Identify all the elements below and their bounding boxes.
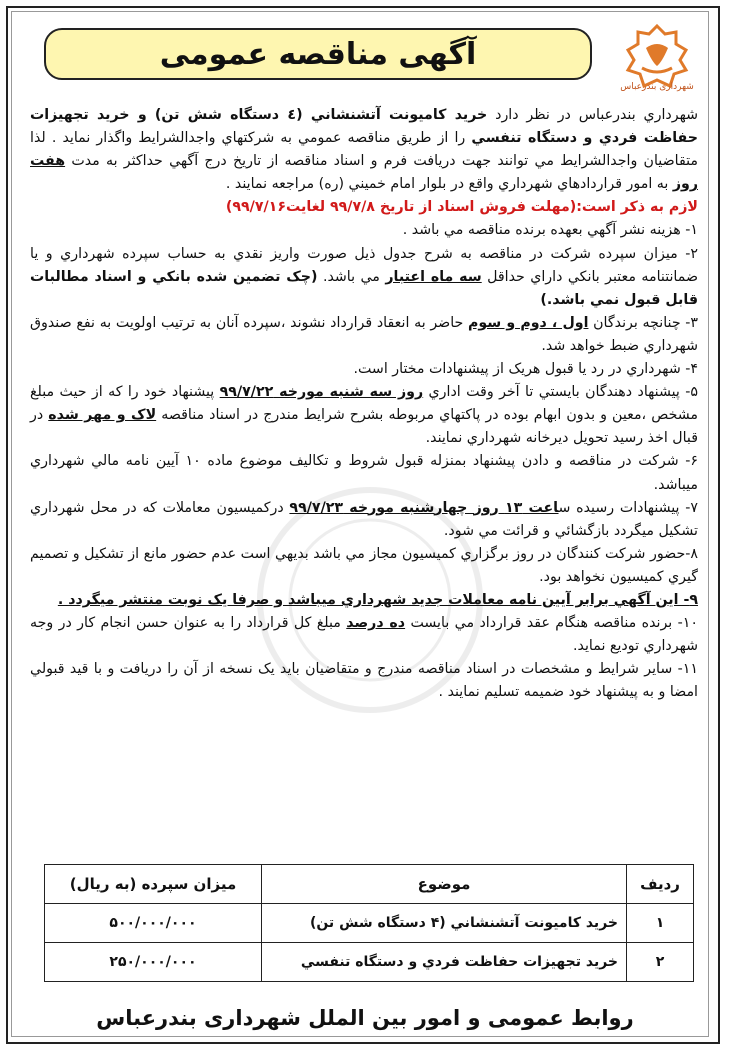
item-3-text-c: حاضر به انعقاد قرارداد نشوند ،سپرده آنان به ترتيب اولويت به نفع صندوق شهرداري ضبط خواهد شد. xyxy=(30,314,698,354)
item-5-text: ۵- پيشنهاد دهندگان بايستي تا آخر وقت اداري xyxy=(423,384,698,401)
header-row-number: رديف xyxy=(627,865,694,904)
intro-text-3: به امور قراردادهاي شهرداري واقع در بلوار امام خميني (ره) مراجعه نمايند . xyxy=(225,176,673,193)
item-3 xyxy=(30,312,698,358)
item-2-note: (چک تضمين شده بانکي و اسناد مطالبات قابل قبول نمي باشد.) xyxy=(30,268,698,308)
notice-body xyxy=(30,104,698,704)
cell-deposit: ۲۵۰/۰۰۰/۰۰۰ xyxy=(45,943,262,982)
item-5 xyxy=(30,381,698,450)
item-9: ۹- اين آگهي برابر آيين نامه معاملات جديد شهرداري ميباشد و صرفا يک نوبت منتشر ميگردد . xyxy=(57,591,698,608)
item-7-text: ۷- پيشنهادات رسيده س xyxy=(558,499,699,516)
intro-deadline: هفت روز xyxy=(30,153,698,193)
table-row xyxy=(45,943,694,982)
table-row xyxy=(45,904,694,943)
item-2-validity: سه ماه اعتبار xyxy=(385,268,482,285)
cell-row-number: ۲ xyxy=(627,943,694,982)
item-6: ۶- شرکت در مناقصه و دادن پيشنهاد بمنزله قبول شروط و تکاليف موضوع ماده ۱۰ آيين نامه مالي شهرداري ميباشد. xyxy=(30,453,698,493)
cell-deposit: ۵۰۰/۰۰۰/۰۰۰ xyxy=(45,904,262,943)
item-7-date: اعت ۱۳ روز چهارشنبه مورخه ۹۹/۷/۲۳ xyxy=(289,499,559,516)
header-subject: موضوع xyxy=(262,865,627,904)
item-7 xyxy=(30,497,698,543)
item-7-text-b: درکميسيون معاملات که در محل شهرداري تشکيل ميگردد بازگشائي و قرائت مي شود. xyxy=(30,499,698,539)
item-5-date: روز سه شنبه مورخه ۹۹/۷/۲۲ xyxy=(219,384,424,401)
logo-caption: شهرداری بندرعباس xyxy=(620,82,694,92)
item-11: ۱۱- ساير شرايط و مشخصات در اسناد مناقصه مندرج و متقاضيان بايد يک نسخه از آن را دريافت و با قيد قبولي امضا و به پيشنهاد خود ضميمه تسليم نمايند . xyxy=(30,661,698,701)
item-2-text: ۲- ميزان سپرده شرکت در مناقصه به شرح جدول ذيل صورت واريز نقدي به حساب سپرده شهرداري و يا ضمانتنامه معتبر بانکي داراي حداقل xyxy=(30,245,699,285)
cell-row-number: ۱ xyxy=(627,904,694,943)
item-5-text-c: در قبال اخذ رسيد تحويل ديرخانه شهرداري نمايند. xyxy=(30,407,698,447)
item-10-percent: ده درصد xyxy=(346,615,406,632)
intro-text-2: را از طريق مناقصه عمومي به شرکتهاي واجدالشرايط واگذار نمايد . لذا متقاضيان واجدالشرايط مي توانند جهت دريافت فرم و اسناد مناقصه از تاريخ درج آگهي حداکثر به مدت xyxy=(30,130,698,170)
item-3-winners: اول ، دوم و سوم xyxy=(468,314,589,331)
page-title: آگهی مناقصه عمومی xyxy=(159,36,477,72)
title-banner xyxy=(44,28,592,80)
item-10 xyxy=(30,612,698,658)
item-5-sealed: لاک و مهر شده xyxy=(48,407,157,424)
item-8: ۸-حضور شرکت کنندگان در روز برگزاري کميسيون مجاز مي باشد بديهي است عدم حضور مانع از تشکيل و تصميم گيري کميسيون نخواهد بود. xyxy=(30,545,698,585)
table-header-row xyxy=(45,865,694,904)
cell-subject: خريد کاميونت آتشنشاني (۴ دستگاه شش تن) xyxy=(262,904,627,943)
item-1: ۱- هزينه نشر آگهي بعهده برنده مناقصه مي باشد . xyxy=(402,222,698,239)
item-5-text-b: پيشنهاد خود را كه از حيث مبلغ مشخص ،معين و بدون ابهام بوده در پاکتهاي مربوطه بشرح شرايط مندرج در اسناد مناقصه xyxy=(30,384,699,424)
intro-paragraph xyxy=(30,104,698,196)
intro-subject: خريد کاميونت آتشنشاني (٤ دستگاه شش تن) و خريد تجهيزات حفاظت فردي و دستگاه تنفسي xyxy=(30,107,698,147)
item-3-text: ۳- چنانچه برندگان xyxy=(588,314,699,331)
footer-signature: روابط عمومی و امور بین الملل شهرداری بندرعباس xyxy=(96,1006,634,1030)
item-10-text-b: مبلغ کل قرارداد را به عنوان حسن انجام کار در وجه شهرداري توديع نمايد. xyxy=(30,615,698,655)
intro-text-1: شهرداري بندرعباس در نظر دارد xyxy=(487,107,698,123)
sale-deadline-notice: لازم به ذکر است:(مهلت فروش اسناد از تاريخ ۹۹/۷/۸ لغايت۹۹/۷/۱۶) xyxy=(225,199,698,216)
cell-subject: خريد تجهيزات حفاظت فردي و دستگاه تنفسي xyxy=(262,943,627,982)
item-2 xyxy=(30,243,698,312)
item-4: ۴- شهرداري در رد يا قبول هريک از پيشنهادات مختار است. xyxy=(353,361,698,378)
item-10-text: ۱۰- برنده مناقصه هنگام عقد قرارداد مي بايست xyxy=(405,615,698,632)
deposit-table xyxy=(44,864,694,982)
header-deposit: ميزان سپرده (به ريال) xyxy=(45,865,262,904)
item-2-text-b: مي باشد. xyxy=(317,268,386,285)
